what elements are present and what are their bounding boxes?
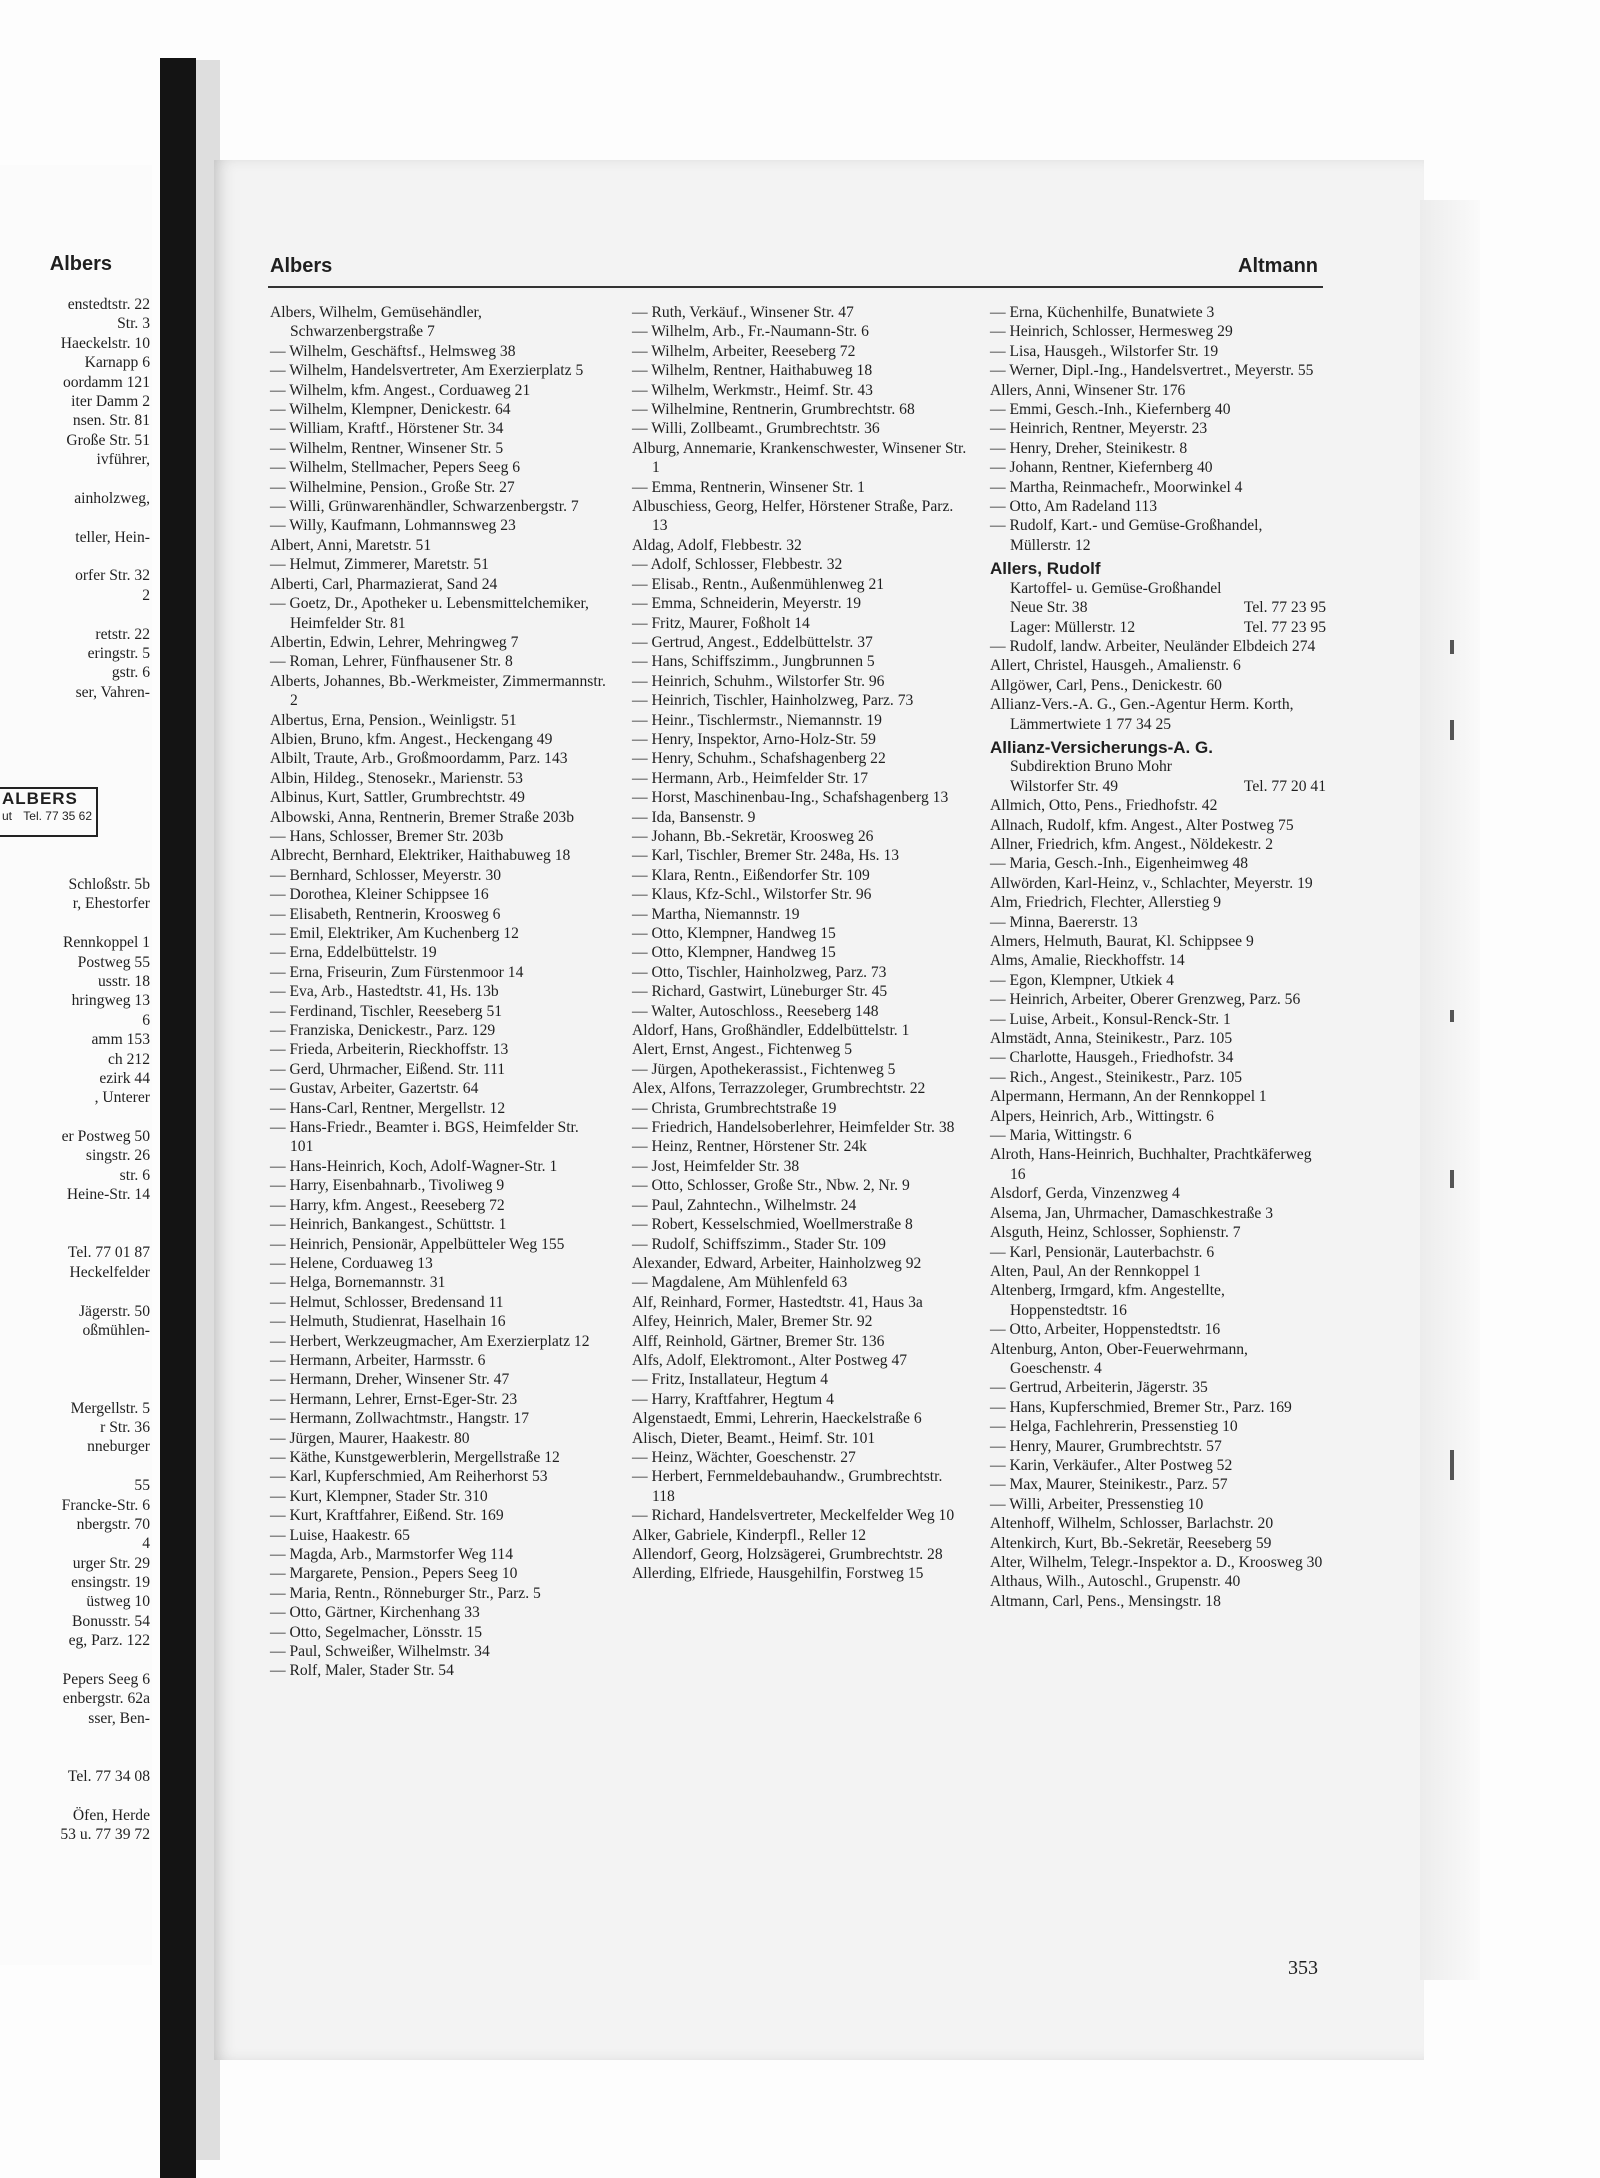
directory-entry: — Herbert, Werkzeugmacher, Am Exerzierplatz 12 bbox=[270, 1332, 590, 1350]
directory-entry: — Otto, Klempner, Handweg 15 bbox=[632, 925, 836, 942]
firm-name: Allers, Rudolf bbox=[990, 559, 1101, 579]
directory-entry: — Adolf, Schlosser, Flebbestr. 32 bbox=[632, 556, 843, 574]
directory-entry: — Klaus, Kfz-Schl., Wilstorfer Str. 96 bbox=[632, 886, 872, 904]
column-2 bbox=[632, 303, 967, 1584]
directory-entry: — Otto, Klempner, Handweg 15 bbox=[632, 944, 836, 962]
directory-entry: — Gertrud, Angest., Eddelbüttelstr. 37 bbox=[632, 633, 873, 651]
directory-entry: Alpermann, Hermann, An der Rennkoppel 1 bbox=[990, 1088, 1267, 1106]
directory-entry: — Werner, Dipl.-Ing., Handelsvertret., Meyerstr. 55 bbox=[990, 362, 1314, 380]
directory-entry: — Helmuth, Studienrat, Haselhain 16 bbox=[270, 1313, 506, 1331]
directory-entry: — Robert, Kesselschmied, Woellmerstraße 8 bbox=[632, 1216, 913, 1234]
firm-address: Lager: Müllerstr. 12 bbox=[1010, 618, 1136, 636]
directory-entry: — Henry, Inspektor, Arno-Holz-Str. 59 bbox=[632, 730, 876, 748]
left-page-line: 2 bbox=[142, 586, 150, 604]
directory-entry: Alex, Alfons, Terrazzoleger, Grumbrechtstr. 22 bbox=[632, 1080, 926, 1098]
directory-entry: — Wilhelm, Werkmstr., Heimf. Str. 43 bbox=[632, 381, 873, 399]
directory-entry: — Helmut, Zimmerer, Maretstr. 51 bbox=[270, 556, 489, 574]
directory-entry: Alsdorf, Gerda, Vinzenzweg 4 bbox=[990, 1185, 1180, 1203]
firm-phone: Tel. 77 23 95 bbox=[1243, 618, 1326, 636]
directory-entry: Albilt, Traute, Arb., Großmoordamm, Parz. 143 bbox=[270, 750, 568, 768]
left-page-line: nsen. Str. 81 bbox=[72, 412, 150, 430]
margin-mark bbox=[1450, 640, 1454, 654]
directory-entry: — Wilhelmine, Rentnerin, Grumbrechtstr. 68 bbox=[632, 401, 915, 419]
left-page-line: ivführer, bbox=[96, 451, 150, 469]
left-page-line: enbergstr. 62a bbox=[62, 1690, 150, 1708]
directory-entry: — Heinrich, Bankangest., Schüttstr. 1 bbox=[270, 1216, 507, 1234]
directory-entry: — Wilhelm, kfm. Angest., Corduaweg 21 bbox=[270, 381, 531, 399]
directory-entry: — Wilhelm, Stellmacher, Pepers Seeg 6 bbox=[270, 459, 521, 477]
left-page-line bbox=[0, 1379, 150, 1398]
directory-entry: — Karl, Kupferschmied, Am Reiherhorst 53 bbox=[270, 1468, 548, 1486]
directory-entry: — Dorothea, Kleiner Schippsee 16 bbox=[270, 886, 489, 904]
ad-box-sub: ut bbox=[2, 809, 13, 823]
directory-entry: Albinus, Kurt, Sattler, Grumbrechtstr. 49 bbox=[270, 789, 525, 807]
left-page-line: Tel. 77 34 08 bbox=[67, 1767, 150, 1785]
directory-entry: Alfs, Adolf, Elektromont., Alter Postweg 47 bbox=[632, 1351, 908, 1369]
directory-entry: — Herbert, Fernmeldebauhandw., Grumbrechtstr. 118 bbox=[632, 1468, 943, 1505]
directory-entry: — Hans, Schlosser, Bremer Str. 203b bbox=[270, 827, 504, 845]
directory-entry: Albers, Wilhelm, Gemüsehändler, Schwarzenbergstraße 7 bbox=[270, 304, 482, 341]
directory-entry: — Emma, Schneiderin, Meyerstr. 19 bbox=[632, 595, 862, 613]
left-running-head: Albers bbox=[49, 253, 112, 275]
left-page-line: Karnapp 6 bbox=[84, 354, 150, 372]
directory-entry: — Hermann, Zollwachtmstr., Hangstr. 17 bbox=[270, 1410, 529, 1428]
directory-entry: — Kurt, Kraftfahrer, Eißend. Str. 169 bbox=[270, 1507, 504, 1525]
left-page-lines-bottom bbox=[0, 875, 150, 1845]
left-page-line: Pepers Seeg 6 bbox=[62, 1671, 150, 1689]
directory-entry: — Klara, Rentn., Eißendorfer Str. 109 bbox=[632, 866, 870, 884]
directory-entry: — Helene, Corduaweg 13 bbox=[270, 1254, 433, 1272]
directory-entry: Albin, Hildeg., Stenosekr., Marienstr. 53 bbox=[270, 769, 523, 787]
directory-entry: Alsema, Jan, Uhrmacher, Damaschkestraße 3 bbox=[990, 1204, 1273, 1222]
directory-entry: Allgöwer, Carl, Pens., Denickestr. 60 bbox=[990, 676, 1222, 694]
directory-entry: — Heinrich, Schuhm., Wilstorfer Str. 96 bbox=[632, 672, 885, 690]
directory-entry: Allert, Christel, Hausgeh., Amalienstr. 6 bbox=[990, 657, 1241, 675]
left-page-line: str. 6 bbox=[119, 1166, 150, 1184]
directory-entry: — Hans-Friedr., Beamter i. BGS, Heimfelder Str. 101 bbox=[270, 1119, 579, 1156]
directory-entry: — Paul, Zahntechn., Wilhelmstr. 24 bbox=[632, 1196, 857, 1214]
directory-entry: Alter, Wilhelm, Telegr.-Inspektor a. D., Kroosweg 30 bbox=[990, 1554, 1323, 1571]
margin-mark bbox=[1450, 1170, 1454, 1188]
directory-entry: — Fritz, Maurer, Foßholt 14 bbox=[632, 614, 810, 632]
directory-entry: Allendorf, Georg, Holzsägerei, Grumbrechtstr. 28 bbox=[632, 1546, 943, 1563]
directory-entry: — Johann, Bb.-Sekretär, Kroosweg 26 bbox=[632, 827, 874, 845]
directory-entry: — Hans-Carl, Rentner, Mergellstr. 12 bbox=[270, 1099, 506, 1117]
directory-entry: — Maria, Wittingstr. 6 bbox=[990, 1127, 1132, 1145]
directory-entry: — Heinrich, Schlosser, Hermesweg 29 bbox=[990, 323, 1233, 341]
directory-entry: — Magdalene, Am Mühlenfeld 63 bbox=[632, 1274, 848, 1292]
directory-entry: — Rudolf, Schiffszimm., Stader Str. 109 bbox=[632, 1235, 886, 1253]
directory-entry: — Hermann, Dreher, Winsener Str. 47 bbox=[270, 1371, 510, 1389]
firm-address-row bbox=[990, 618, 1326, 637]
directory-entry: — Erna, Eddelbüttelstr. 19 bbox=[270, 944, 437, 962]
left-page-line: nneburger bbox=[87, 1438, 150, 1456]
directory-entry: Alpers, Heinrich, Arb., Wittingstr. 6 bbox=[990, 1107, 1214, 1125]
running-head-right: Altmann bbox=[1238, 255, 1318, 277]
firm-address-row bbox=[990, 598, 1326, 617]
directory-entry: — Luise, Arbeit., Konsul-Renck-Str. 1 bbox=[990, 1010, 1231, 1028]
directory-entry: — Kurt, Klempner, Stader Str. 310 bbox=[270, 1487, 488, 1505]
directory-entry: Alburg, Annemarie, Krankenschwester, Winsener Str. 1 bbox=[632, 439, 967, 477]
directory-entry: — Wilhelm, Rentner, Winsener Str. 5 bbox=[270, 439, 504, 457]
directory-entry: Alberti, Carl, Pharmazierat, Sand 24 bbox=[270, 575, 498, 593]
directory-entry: — Heinrich, Pensionär, Appelbütteler Weg 155 bbox=[270, 1235, 565, 1253]
directory-entry: — Rolf, Maler, Stader Str. 54 bbox=[270, 1662, 454, 1680]
directory-entry: — Emmi, Gesch.-Inh., Kiefernberg 40 bbox=[990, 401, 1231, 419]
directory-entry: Altenhoff, Wilhelm, Schlosser, Barlachstr. 20 bbox=[990, 1515, 1274, 1533]
directory-entry: — Karl, Pensionär, Lauterbachstr. 6 bbox=[990, 1243, 1215, 1261]
directory-entry: Almstädt, Anna, Steinikestr., Parz. 105 bbox=[990, 1030, 1233, 1048]
directory-entry: — Erna, Küchenhilfe, Bunatwiete 3 bbox=[990, 304, 1215, 321]
directory-entry: — Magda, Arb., Marmstorfer Weg 114 bbox=[270, 1546, 513, 1563]
directory-entry: — Wilhelm, Handelsvertreter, Am Exerzierplatz 5 bbox=[270, 362, 584, 380]
directory-entry: Alberts, Johannes, Bb.-Werkmeister, Zimmermannstr. 2 bbox=[270, 672, 606, 710]
left-page-line bbox=[0, 547, 150, 566]
directory-entry: Altenkirch, Kurt, Bb.-Sekretär, Reeseberg 59 bbox=[990, 1534, 1272, 1552]
directory-entry: Albertin, Edwin, Lehrer, Mehringweg 7 bbox=[270, 633, 519, 651]
left-page-line bbox=[0, 1282, 150, 1301]
left-page-line: eg, Parz. 122 bbox=[68, 1632, 150, 1650]
directory-entry: — Roman, Lehrer, Fünfhausener Str. 8 bbox=[270, 653, 513, 671]
left-page-line: orfer Str. 32 bbox=[75, 567, 150, 585]
directory-entry: — Martha, Niemannstr. 19 bbox=[632, 905, 800, 923]
left-page-line: Heine-Str. 14 bbox=[66, 1186, 150, 1204]
directory-entry: — Otto, Gärtner, Kirchenhang 33 bbox=[270, 1604, 480, 1622]
directory-entry: — Hermann, Lehrer, Ernst-Eger-Str. 23 bbox=[270, 1390, 518, 1408]
directory-entry: — Otto, Segelmacher, Lönsstr. 15 bbox=[270, 1623, 483, 1641]
ad-box-tel: Tel. 77 35 62 bbox=[23, 809, 92, 823]
left-page-line: urger Str. 29 bbox=[72, 1554, 150, 1572]
directory-entry: — Wilhelm, Klempner, Denickestr. 64 bbox=[270, 401, 511, 419]
left-page-line: 6 bbox=[142, 1011, 150, 1029]
directory-entry: — Martha, Reinmachefr., Moorwinkel 4 bbox=[990, 478, 1243, 496]
directory-entry: Allianz-Vers.-A. G., Gen.-Agentur Herm. Korth, Lämmertwiete 1 77 34 25 bbox=[990, 696, 1294, 733]
directory-entry: — Wilhelm, Geschäftsf., Helmsweg 38 bbox=[270, 342, 516, 360]
firm-entry-allianz bbox=[990, 738, 1326, 796]
running-head-left: Albers bbox=[270, 255, 333, 277]
directory-entry: Alf, Reinhard, Former, Hastedtstr. 41, Haus 3a bbox=[632, 1293, 923, 1311]
left-page-line: Tel. 77 01 87 bbox=[67, 1244, 150, 1262]
left-page-line bbox=[0, 1457, 150, 1476]
directory-entry: — Franziska, Denickestr., Parz. 129 bbox=[270, 1022, 496, 1040]
directory-entry: — Johann, Rentner, Kiefernberg 40 bbox=[990, 459, 1213, 477]
left-page-line bbox=[0, 1340, 150, 1359]
directory-entry: Alfey, Heinrich, Maler, Bremer Str. 92 bbox=[632, 1313, 873, 1331]
left-page-line bbox=[0, 508, 150, 527]
left-page-line: enstedtstr. 22 bbox=[67, 296, 150, 313]
directory-entry: — Elisab., Rentn., Außenmühlenweg 21 bbox=[632, 575, 885, 593]
directory-entry: — Walter, Autoschloss., Reeseberg 148 bbox=[632, 1002, 879, 1020]
margin-mark bbox=[1450, 1450, 1454, 1480]
directory-entry: — Erna, Friseurin, Zum Fürstenmoor 14 bbox=[270, 963, 524, 981]
directory-entry: Allnach, Rudolf, kfm. Angest., Alter Postweg 75 bbox=[990, 816, 1294, 834]
left-page-line bbox=[0, 914, 150, 933]
left-page-line: oordamm 121 bbox=[62, 373, 150, 391]
left-page-line bbox=[0, 1651, 150, 1670]
directory-entry: Altenberg, Irmgard, kfm. Angestellte, Hoppenstedtstr. 16 bbox=[990, 1282, 1225, 1319]
left-page-line: retstr. 22 bbox=[95, 625, 150, 643]
directory-entry: — Heinrich, Arbeiter, Oberer Grenzweg, Parz. 56 bbox=[990, 991, 1301, 1009]
directory-entry: Alisch, Dieter, Beamt., Heimf. Str. 101 bbox=[632, 1429, 876, 1447]
directory-entry: — Jürgen, Maurer, Haakestr. 80 bbox=[270, 1429, 470, 1447]
directory-entry: Alker, Gabriele, Kinderpfl., Reller 12 bbox=[632, 1526, 867, 1544]
directory-entry: — Heinz, Rentner, Hörstener Str. 24k bbox=[632, 1138, 867, 1156]
firm-address-row bbox=[990, 777, 1326, 796]
header-rule bbox=[268, 286, 1323, 288]
left-page-line: Bonusstr. 54 bbox=[72, 1612, 150, 1630]
directory-entry: — Egon, Klempner, Utkiek 4 bbox=[990, 971, 1174, 989]
directory-entry: — Ruth, Verkäuf., Winsener Str. 47 bbox=[632, 304, 854, 321]
directory-entry: — Luise, Haakestr. 65 bbox=[270, 1526, 410, 1544]
directory-entry: — Wilhelm, Rentner, Haithabuweg 18 bbox=[632, 362, 873, 380]
directory-entry: — Otto, Schlosser, Große Str., Nbw. 2, Nr. 9 bbox=[632, 1177, 910, 1195]
directory-entry: Alm, Friedrich, Flechter, Allerstieg 9 bbox=[990, 894, 1222, 912]
directory-entry: Allner, Friedrich, kfm. Angest., Nöldekestr. 2 bbox=[990, 835, 1274, 853]
left-page-line: ezirk 44 bbox=[99, 1069, 150, 1087]
directory-entry: — Rudolf, Kart.- und Gemüse-Großhandel, Müllerstr. 12 bbox=[990, 517, 1263, 554]
directory-entry: Alexander, Edward, Arbeiter, Hainholzweg 92 bbox=[632, 1254, 922, 1272]
directory-entry: — Willi, Zollbeamt., Grumbrechtstr. 36 bbox=[632, 420, 880, 438]
directory-entry: — Henry, Dreher, Steinikestr. 8 bbox=[990, 439, 1188, 457]
column-3-part-a bbox=[990, 303, 1326, 555]
left-page-fragment bbox=[0, 165, 152, 1965]
margin-mark bbox=[1450, 1010, 1454, 1022]
directory-entry: — Margarete, Pension., Pepers Seeg 10 bbox=[270, 1565, 518, 1583]
directory-entry: — Harry, Eisenbahnarb., Tivoliweg 9 bbox=[270, 1177, 505, 1195]
directory-entry: Allwörden, Karl-Heinz, v., Schlachter, Meyerstr. 19 bbox=[990, 874, 1313, 892]
directory-entry: — Horst, Maschinenbau-Ing., Schafshagenberg 13 bbox=[632, 789, 949, 807]
directory-entry: — Otto, Tischler, Hainholzweg, Parz. 73 bbox=[632, 963, 887, 981]
left-page-line bbox=[0, 605, 150, 624]
left-page-line: oßmühlen- bbox=[82, 1321, 150, 1339]
directory-entry: — Karl, Tischler, Bremer Str. 248a, Hs. 13 bbox=[632, 847, 900, 865]
left-page-line: usstr. 18 bbox=[98, 972, 150, 990]
left-page-line: singstr. 26 bbox=[85, 1147, 150, 1165]
left-page-line: Mergellstr. 5 bbox=[70, 1399, 150, 1417]
directory-entry: Aldag, Adolf, Flebbestr. 32 bbox=[632, 536, 802, 554]
directory-entry: — Willi, Grünwarenhändler, Schwarzenbergstr. 7 bbox=[270, 498, 579, 516]
left-page-line: Schloßstr. 5b bbox=[68, 876, 150, 893]
directory-entry: — Heinrich, Rentner, Meyerstr. 23 bbox=[990, 420, 1208, 438]
left-page-line: nbergstr. 70 bbox=[76, 1515, 150, 1533]
directory-entry: — Fritz, Installateur, Hegtum 4 bbox=[632, 1371, 828, 1389]
left-page-line: sser, Ben- bbox=[88, 1709, 150, 1727]
directory-entry: Albowski, Anna, Rentnerin, Bremer Straße 203b bbox=[270, 808, 575, 826]
directory-entry: — Hermann, Arbeiter, Harmsstr. 6 bbox=[270, 1351, 486, 1369]
directory-entry: — William, Kraftf., Hörstener Str. 34 bbox=[270, 420, 504, 438]
directory-entry: — Harry, Kraftfahrer, Hegtum 4 bbox=[632, 1390, 834, 1408]
directory-entry: Altmann, Carl, Pens., Mensingstr. 18 bbox=[990, 1592, 1221, 1610]
left-page-line bbox=[0, 1108, 150, 1127]
left-page-line: r, Ehestorfer bbox=[72, 895, 150, 913]
left-page-line: Postweg 55 bbox=[77, 953, 150, 971]
ad-box-title: ALBERS bbox=[2, 789, 78, 808]
left-page-line: r Str. 36 bbox=[100, 1418, 150, 1436]
directory-entry: — Richard, Handelsvertreter, Meckelfelder Weg 10 bbox=[632, 1507, 955, 1525]
left-page-line bbox=[0, 1748, 150, 1767]
left-page-line bbox=[0, 470, 150, 489]
directory-entry: Alroth, Hans-Heinrich, Buchhalter, Prachtkäferweg 16 bbox=[990, 1146, 1312, 1183]
directory-entry: Alff, Reinhold, Gärtner, Bremer Str. 136 bbox=[632, 1332, 885, 1350]
left-page-line: eringstr. 5 bbox=[87, 645, 150, 663]
left-page-line: gstr. 6 bbox=[111, 664, 150, 682]
directory-entry: Aldorf, Hans, Großhändler, Eddelbüttelstr. 1 bbox=[632, 1022, 910, 1040]
directory-entry: Albuschiess, Georg, Helfer, Hörstener Straße, Parz. 13 bbox=[632, 498, 954, 535]
directory-entry: — Hans-Heinrich, Koch, Adolf-Wagner-Str. 1 bbox=[270, 1157, 558, 1175]
directory-entry: — Willy, Kaufmann, Lohmannsweg 23 bbox=[270, 517, 516, 535]
directory-entry: — Gustav, Arbeiter, Gazertstr. 64 bbox=[270, 1080, 479, 1098]
directory-entry: — Hermann, Arb., Heimfelder Str. 17 bbox=[632, 769, 869, 787]
left-page-line: ensingstr. 19 bbox=[71, 1574, 150, 1592]
directory-entry: Allerding, Elfriede, Hausgehilfin, Forstweg 15 bbox=[632, 1565, 924, 1583]
directory-entry: Albertus, Erna, Pension., Weinligstr. 51 bbox=[270, 711, 517, 729]
left-page-line: iter Damm 2 bbox=[71, 392, 150, 410]
directory-entry: — Willi, Arbeiter, Pressenstieg 10 bbox=[990, 1495, 1204, 1513]
directory-entry: — Ida, Bansenstr. 9 bbox=[632, 808, 756, 826]
left-page-line: ainholzweg, bbox=[74, 489, 150, 507]
directory-entry: — Helga, Bornemannstr. 31 bbox=[270, 1274, 446, 1292]
directory-entry: — Rudolf, landw. Arbeiter, Neuländer Elbdeich 274 bbox=[990, 637, 1316, 655]
margin-mark bbox=[1450, 720, 1454, 740]
left-page-line: 4 bbox=[142, 1535, 150, 1553]
left-page-line: 55 bbox=[134, 1477, 150, 1495]
directory-entry: — Jürgen, Apothekerassist., Fichtenweg 5 bbox=[632, 1060, 896, 1078]
left-page-line: Francke-Str. 6 bbox=[61, 1496, 150, 1514]
directory-entry: — Gerd, Uhrmacher, Eißend. Str. 111 bbox=[270, 1060, 506, 1078]
directory-entry: — Jost, Heimfelder Str. 38 bbox=[632, 1157, 800, 1175]
directory-entry: — Maria, Rentn., Rönneburger Str., Parz. 5 bbox=[270, 1584, 541, 1602]
left-page-line bbox=[0, 1728, 150, 1747]
directory-entry: — Maria, Gesch.-Inh., Eigenheimweg 48 bbox=[990, 855, 1249, 873]
left-page-line: ser, Vahren- bbox=[75, 683, 150, 701]
left-page-line: ch 212 bbox=[107, 1050, 150, 1068]
book-spine bbox=[160, 58, 196, 2178]
left-page-line: , Unterer bbox=[94, 1089, 150, 1107]
firm-line: Subdirektion Bruno Mohr bbox=[1010, 758, 1172, 776]
left-page-line: Haeckelstr. 10 bbox=[60, 334, 150, 352]
left-page-line: 53 u. 77 39 72 bbox=[60, 1826, 150, 1844]
left-page-line bbox=[0, 1224, 150, 1243]
firm-entry-allers bbox=[990, 559, 1326, 637]
left-page-line: Heckelfelder bbox=[69, 1263, 150, 1281]
left-page-line: Str. 3 bbox=[117, 315, 150, 333]
directory-entry: — Emma, Rentnerin, Winsener Str. 1 bbox=[632, 478, 865, 496]
left-page-lines-top bbox=[0, 295, 150, 702]
directory-entry: Alsguth, Heinz, Schlosser, Sophienstr. 7 bbox=[990, 1224, 1241, 1242]
directory-entry: — Paul, Schweißer, Wilhelmstr. 34 bbox=[270, 1643, 490, 1661]
directory-entry: — Elisabeth, Rentnerin, Kroosweg 6 bbox=[270, 905, 501, 923]
directory-entry: Almers, Helmuth, Baurat, Kl. Schippsee 9 bbox=[990, 933, 1254, 950]
directory-entry: — Heinz, Wächter, Goeschenstr. 27 bbox=[632, 1448, 856, 1466]
directory-entry: — Friedrich, Handelsoberlehrer, Heimfelder Str. 38 bbox=[632, 1119, 955, 1137]
directory-entry: — Heinrich, Tischler, Hainholzweg, Parz. 73 bbox=[632, 692, 914, 710]
left-page-line: er Postweg 50 bbox=[61, 1128, 150, 1146]
directory-entry: — Wilhelm, Arb., Fr.-Naumann-Str. 6 bbox=[632, 323, 869, 341]
directory-entry: — Christa, Grumbrechtstraße 19 bbox=[632, 1099, 837, 1117]
directory-entry: — Ferdinand, Tischler, Reeseberg 51 bbox=[270, 1002, 503, 1020]
directory-entry: Alten, Paul, An der Rennkoppel 1 bbox=[990, 1262, 1201, 1280]
left-page-line: hringweg 13 bbox=[71, 992, 150, 1010]
directory-entry: — Eva, Arb., Hastedtstr. 41, Hs. 13b bbox=[270, 983, 499, 1001]
left-page-line: Öfen, Herde bbox=[72, 1806, 150, 1824]
directory-entry: — Max, Maurer, Steinikestr., Parz. 57 bbox=[990, 1476, 1228, 1494]
directory-entry: — Harry, kfm. Angest., Reeseberg 72 bbox=[270, 1196, 505, 1214]
directory-entry: Altenburg, Anton, Ober-Feuerwehrmann, Goeschenstr. 4 bbox=[990, 1340, 1248, 1377]
directory-entry: Allmich, Otto, Pens., Friedhofstr. 42 bbox=[990, 797, 1218, 815]
directory-entry: Albrecht, Bernhard, Elektriker, Haithabuweg 18 bbox=[270, 847, 571, 865]
left-page-line: üstweg 10 bbox=[86, 1593, 150, 1611]
directory-entry: — Hans, Kupferschmied, Bremer Str., Parz. 169 bbox=[990, 1398, 1292, 1416]
directory-entry: Alms, Amalie, Rieckhoffstr. 14 bbox=[990, 952, 1185, 970]
directory-entry: — Lisa, Hausgeh., Wilstorfer Str. 19 bbox=[990, 342, 1219, 360]
firm-name: Allianz-Versicherungs-A. G. bbox=[990, 737, 1213, 757]
directory-entry: — Helga, Fachlehrerin, Pressenstieg 10 bbox=[990, 1418, 1238, 1436]
left-page-line: Jägerstr. 50 bbox=[78, 1302, 150, 1320]
firm-phone: Tel. 77 23 95 bbox=[1243, 599, 1326, 617]
directory-entry: — Henry, Maurer, Grumbrechtstr. 57 bbox=[990, 1437, 1222, 1455]
directory-entry: Algenstaedt, Emmi, Lehrerin, Haeckelstraße 6 bbox=[632, 1410, 922, 1428]
directory-entry: — Käthe, Kunstgewerblerin, Mergellstraße 12 bbox=[270, 1448, 560, 1466]
firm-address: Wilstorfer Str. 49 bbox=[1010, 777, 1119, 795]
left-page-line: Rennkoppel 1 bbox=[62, 934, 150, 952]
directory-entry: — Helmut, Schlosser, Bredensand 11 bbox=[270, 1293, 504, 1311]
left-page-line bbox=[0, 1205, 150, 1224]
directory-entry: — Richard, Gastwirt, Lüneburger Str. 45 bbox=[632, 983, 888, 1001]
column-1 bbox=[270, 303, 606, 1681]
directory-entry: — Karin, Verkäufer., Alter Postweg 52 bbox=[990, 1456, 1233, 1474]
directory-entry: — Hans, Schiffszimm., Jungbrunnen 5 bbox=[632, 653, 875, 671]
column-3-part-c bbox=[990, 796, 1326, 1611]
directory-entry: — Emil, Elektriker, Am Kuchenberg 12 bbox=[270, 925, 519, 942]
directory-entry: — Heinr., Tischlermstr., Niemannstr. 19 bbox=[632, 711, 882, 729]
directory-entry: — Otto, Am Radeland 113 bbox=[990, 498, 1158, 516]
directory-entry: — Otto, Arbeiter, Hoppenstedtstr. 16 bbox=[990, 1321, 1221, 1339]
directory-entry: — Wilhelm, Arbeiter, Reeseberg 72 bbox=[632, 342, 856, 360]
left-page-line bbox=[0, 1360, 150, 1379]
directory-entry: — Goetz, Dr., Apotheker u. Lebensmittelchemiker, Heimfelder Str. 81 bbox=[270, 595, 589, 632]
left-page-line: teller, Hein- bbox=[75, 528, 150, 546]
directory-entry: — Wilhelmine, Pension., Große Str. 27 bbox=[270, 478, 515, 496]
directory-entry: Alert, Ernst, Angest., Fichtenweg 5 bbox=[632, 1041, 853, 1059]
directory-entry: Althaus, Wilh., Autoschl., Grupenstr. 40 bbox=[990, 1573, 1241, 1591]
left-page-line: amm 153 bbox=[91, 1031, 150, 1049]
firm-phone: Tel. 77 20 41 bbox=[1243, 777, 1326, 795]
directory-entry: — Frieda, Arbeiterin, Rieckhoffstr. 13 bbox=[270, 1041, 509, 1059]
firm-line: Kartoffel- u. Gemüse-Großhandel bbox=[1010, 579, 1222, 597]
directory-entry: Albert, Anni, Maretstr. 51 bbox=[270, 536, 432, 554]
directory-entry: — Charlotte, Hausgeh., Friedhofstr. 34 bbox=[990, 1049, 1234, 1067]
directory-entry: — Gertrud, Arbeiterin, Jägerstr. 35 bbox=[990, 1379, 1208, 1397]
directory-entry: — Minna, Baererstr. 13 bbox=[990, 913, 1138, 931]
left-page-line bbox=[0, 1786, 150, 1805]
page-edge bbox=[1420, 200, 1480, 1980]
directory-entry: — Rich., Angest., Steinikestr., Parz. 105 bbox=[990, 1068, 1243, 1086]
page-number: 353 bbox=[1288, 1957, 1318, 1979]
directory-entry: — Bernhard, Schlosser, Meyerstr. 30 bbox=[270, 866, 502, 884]
column-3-part-b bbox=[990, 637, 1326, 734]
albers-ad-box bbox=[0, 787, 98, 837]
left-page-line: Große Str. 51 bbox=[66, 431, 150, 449]
directory-entry: Allers, Anni, Winsener Str. 176 bbox=[990, 381, 1186, 399]
firm-address: Neue Str. 38 bbox=[1010, 599, 1088, 617]
column-3 bbox=[990, 303, 1326, 1611]
directory-entry: — Henry, Schuhm., Schafshagenberg 22 bbox=[632, 750, 886, 768]
directory-entry: Albien, Bruno, kfm. Angest., Heckengang 49 bbox=[270, 730, 553, 748]
